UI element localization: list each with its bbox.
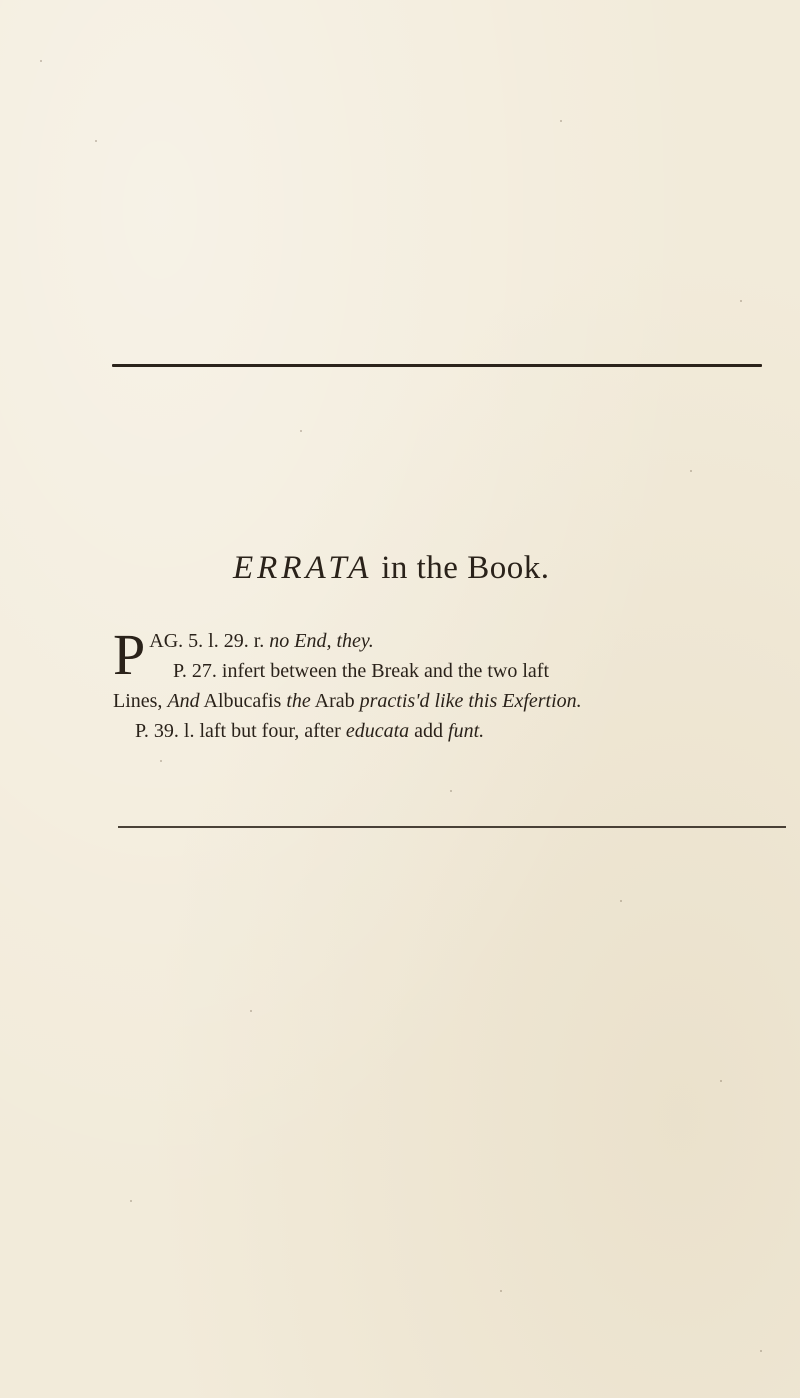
heading-errata-word: ERRATA <box>233 550 373 586</box>
bottom-rule <box>118 826 786 828</box>
errata-entry-3: P. 39. l. laft but four, after educata add funt. <box>135 720 485 742</box>
drop-cap: P <box>113 622 146 687</box>
heading-in-the-book: in the Book. <box>381 550 550 586</box>
errata-entry-2: P. 27. infert between the Break and the two laft <box>173 660 549 682</box>
errata-entry-1: AG. 5. l. 29. r. no End, they. <box>149 630 374 652</box>
errata-heading <box>233 550 549 587</box>
errata-entry-2-continued: Lines, And Albucafis the Arab practis'd like this Exfertion. <box>113 690 582 712</box>
errata-list <box>113 622 793 746</box>
top-rule <box>112 364 762 367</box>
